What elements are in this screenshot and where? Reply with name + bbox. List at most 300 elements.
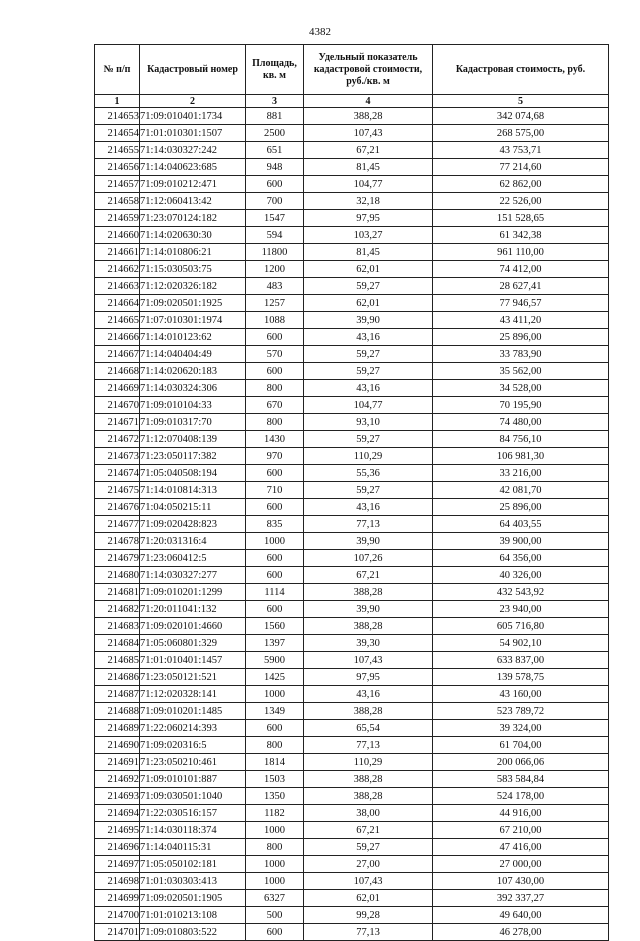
table-body xyxy=(95,108,609,941)
cadastral-number: 71:14:030327:242 xyxy=(140,142,246,159)
table-row xyxy=(95,125,609,142)
cadastral-number: 71:09:010101:887 xyxy=(140,771,246,788)
table-row xyxy=(95,193,609,210)
cadastral-cost: 43 160,00 xyxy=(433,686,609,703)
row-index: 214692 xyxy=(95,771,140,788)
table-row xyxy=(95,380,609,397)
unit-value: 67,21 xyxy=(304,567,433,584)
area-value: 11800 xyxy=(246,244,304,261)
unit-value: 39,90 xyxy=(304,533,433,550)
area-value: 1503 xyxy=(246,771,304,788)
area-value: 1425 xyxy=(246,669,304,686)
table-row xyxy=(95,788,609,805)
unit-value: 107,26 xyxy=(304,550,433,567)
unit-value: 39,90 xyxy=(304,601,433,618)
unit-value: 39,30 xyxy=(304,635,433,652)
cadastral-cost: 27 000,00 xyxy=(433,856,609,873)
table-row xyxy=(95,652,609,669)
cadastral-cost: 77 946,57 xyxy=(433,295,609,312)
row-index: 214685 xyxy=(95,652,140,669)
cadastral-number: 71:14:010123:62 xyxy=(140,329,246,346)
cadastral-number: 71:20:011041:132 xyxy=(140,601,246,618)
area-value: 800 xyxy=(246,380,304,397)
row-index: 214666 xyxy=(95,329,140,346)
cadastral-cost: 583 584,84 xyxy=(433,771,609,788)
area-value: 1114 xyxy=(246,584,304,601)
area-value: 800 xyxy=(246,839,304,856)
unit-value: 39,90 xyxy=(304,312,433,329)
cadastral-number: 71:14:010806:21 xyxy=(140,244,246,261)
cadastral-cost: 432 543,92 xyxy=(433,584,609,601)
unit-value: 103,27 xyxy=(304,227,433,244)
row-index: 214677 xyxy=(95,516,140,533)
area-value: 710 xyxy=(246,482,304,499)
table-row xyxy=(95,516,609,533)
row-index: 214697 xyxy=(95,856,140,873)
cadastral-cost: 70 195,90 xyxy=(433,397,609,414)
cadastral-cost: 28 627,41 xyxy=(433,278,609,295)
cadastral-number: 71:12:060413:42 xyxy=(140,193,246,210)
unit-value: 107,43 xyxy=(304,125,433,142)
table-row xyxy=(95,431,609,448)
cadastral-cost: 605 716,80 xyxy=(433,618,609,635)
table-row xyxy=(95,329,609,346)
cadastral-number: 71:22:060214:393 xyxy=(140,720,246,737)
row-index: 214656 xyxy=(95,159,140,176)
column-number: 3 xyxy=(246,95,304,108)
cadastral-number: 71:09:010201:1485 xyxy=(140,703,246,720)
header-index: № п/п xyxy=(95,45,140,95)
cadastral-number: 71:14:020630:30 xyxy=(140,227,246,244)
area-value: 1182 xyxy=(246,805,304,822)
row-index: 214654 xyxy=(95,125,140,142)
cadastral-number: 71:14:020620:183 xyxy=(140,363,246,380)
row-index: 214694 xyxy=(95,805,140,822)
unit-value: 62,01 xyxy=(304,890,433,907)
cadastral-number: 71:23:050121:521 xyxy=(140,669,246,686)
header-cadastral-number: Кадастровый номер xyxy=(140,45,246,95)
cadastral-number: 71:23:050210:461 xyxy=(140,754,246,771)
table-row xyxy=(95,312,609,329)
unit-value: 77,13 xyxy=(304,924,433,941)
unit-value: 388,28 xyxy=(304,108,433,125)
table-row xyxy=(95,805,609,822)
table-row xyxy=(95,295,609,312)
row-index: 214699 xyxy=(95,890,140,907)
row-index: 214665 xyxy=(95,312,140,329)
area-value: 1000 xyxy=(246,873,304,890)
page-number: 4382 xyxy=(309,26,331,38)
table-row xyxy=(95,839,609,856)
row-index: 214681 xyxy=(95,584,140,601)
unit-value: 59,27 xyxy=(304,278,433,295)
cadastral-number: 71:14:030327:277 xyxy=(140,567,246,584)
area-value: 1397 xyxy=(246,635,304,652)
area-value: 500 xyxy=(246,907,304,924)
row-index: 214676 xyxy=(95,499,140,516)
cadastral-number: 71:12:070408:139 xyxy=(140,431,246,448)
row-index: 214683 xyxy=(95,618,140,635)
area-value: 670 xyxy=(246,397,304,414)
area-value: 483 xyxy=(246,278,304,295)
table-row xyxy=(95,635,609,652)
area-value: 570 xyxy=(246,346,304,363)
unit-value: 59,27 xyxy=(304,839,433,856)
cadastral-number: 71:09:010104:33 xyxy=(140,397,246,414)
unit-value: 77,13 xyxy=(304,516,433,533)
area-value: 600 xyxy=(246,465,304,482)
unit-value: 104,77 xyxy=(304,397,433,414)
row-index: 214686 xyxy=(95,669,140,686)
cadastral-number: 71:23:050117:382 xyxy=(140,448,246,465)
area-value: 1547 xyxy=(246,210,304,227)
cadastral-number: 71:12:020328:141 xyxy=(140,686,246,703)
unit-value: 388,28 xyxy=(304,788,433,805)
table-row xyxy=(95,822,609,839)
row-index: 214691 xyxy=(95,754,140,771)
area-value: 1560 xyxy=(246,618,304,635)
table-row xyxy=(95,465,609,482)
unit-value: 27,00 xyxy=(304,856,433,873)
cadastral-number: 71:09:010201:1299 xyxy=(140,584,246,601)
area-value: 881 xyxy=(246,108,304,125)
unit-value: 99,28 xyxy=(304,907,433,924)
cadastral-number: 71:01:010213:108 xyxy=(140,907,246,924)
unit-value: 55,36 xyxy=(304,465,433,482)
cadastral-cost: 633 837,00 xyxy=(433,652,609,669)
cadastral-number: 71:05:050102:181 xyxy=(140,856,246,873)
row-index: 214658 xyxy=(95,193,140,210)
table-row xyxy=(95,363,609,380)
table-row xyxy=(95,499,609,516)
unit-value: 62,01 xyxy=(304,261,433,278)
cadastral-number: 71:09:020101:4660 xyxy=(140,618,246,635)
cadastral-cost: 43 753,71 xyxy=(433,142,609,159)
header-unit-value: Удельный показатель кадастровой стоимости, руб./кв. м xyxy=(304,45,433,95)
cadastral-number: 71:09:010401:1734 xyxy=(140,108,246,125)
cadastral-number: 71:09:020428:823 xyxy=(140,516,246,533)
area-value: 600 xyxy=(246,329,304,346)
table-row xyxy=(95,414,609,431)
unit-value: 97,95 xyxy=(304,669,433,686)
cadastral-cost: 44 916,00 xyxy=(433,805,609,822)
cadastral-cost: 25 896,00 xyxy=(433,329,609,346)
row-index: 214684 xyxy=(95,635,140,652)
cadastral-cost: 33 216,00 xyxy=(433,465,609,482)
row-index: 214662 xyxy=(95,261,140,278)
table-row xyxy=(95,924,609,941)
row-index: 214670 xyxy=(95,397,140,414)
cadastral-cost: 64 356,00 xyxy=(433,550,609,567)
cadastral-number: 71:09:010212:471 xyxy=(140,176,246,193)
cadastral-cost: 392 337,27 xyxy=(433,890,609,907)
table-row xyxy=(95,210,609,227)
area-value: 1350 xyxy=(246,788,304,805)
column-number-row xyxy=(95,95,609,108)
cadastral-cost: 268 575,00 xyxy=(433,125,609,142)
cadastral-cost: 523 789,72 xyxy=(433,703,609,720)
area-value: 600 xyxy=(246,363,304,380)
unit-value: 388,28 xyxy=(304,584,433,601)
row-index: 214667 xyxy=(95,346,140,363)
row-index: 214689 xyxy=(95,720,140,737)
table-row xyxy=(95,108,609,125)
area-value: 6327 xyxy=(246,890,304,907)
cadastral-number: 71:14:030118:374 xyxy=(140,822,246,839)
row-index: 214687 xyxy=(95,686,140,703)
area-value: 651 xyxy=(246,142,304,159)
unit-value: 81,45 xyxy=(304,159,433,176)
row-index: 214661 xyxy=(95,244,140,261)
cadastral-cost: 524 178,00 xyxy=(433,788,609,805)
column-number: 5 xyxy=(433,95,609,108)
column-number: 2 xyxy=(140,95,246,108)
cadastral-cost: 106 981,30 xyxy=(433,448,609,465)
unit-value: 59,27 xyxy=(304,346,433,363)
cadastral-number: 71:14:030324:306 xyxy=(140,380,246,397)
unit-value: 59,27 xyxy=(304,363,433,380)
cadastral-number: 71:09:020501:1905 xyxy=(140,890,246,907)
cadastral-cost: 49 640,00 xyxy=(433,907,609,924)
unit-value: 107,43 xyxy=(304,652,433,669)
cadastral-number: 71:14:040115:31 xyxy=(140,839,246,856)
cadastral-number: 71:09:030501:1040 xyxy=(140,788,246,805)
table-row xyxy=(95,873,609,890)
area-value: 1000 xyxy=(246,856,304,873)
area-value: 700 xyxy=(246,193,304,210)
area-value: 5900 xyxy=(246,652,304,669)
table-row xyxy=(95,448,609,465)
area-value: 600 xyxy=(246,567,304,584)
row-index: 214698 xyxy=(95,873,140,890)
cadastral-number: 71:01:030303:413 xyxy=(140,873,246,890)
cadastral-cost: 107 430,00 xyxy=(433,873,609,890)
area-value: 600 xyxy=(246,550,304,567)
cadastral-cost: 47 416,00 xyxy=(433,839,609,856)
area-value: 800 xyxy=(246,414,304,431)
unit-value: 59,27 xyxy=(304,482,433,499)
table-row xyxy=(95,227,609,244)
unit-value: 43,16 xyxy=(304,686,433,703)
table-row xyxy=(95,601,609,618)
cadastral-number: 71:04:050215:11 xyxy=(140,499,246,516)
row-index: 214668 xyxy=(95,363,140,380)
cadastral-cost: 961 110,00 xyxy=(433,244,609,261)
row-index: 214672 xyxy=(95,431,140,448)
row-index: 214653 xyxy=(95,108,140,125)
table-row xyxy=(95,346,609,363)
area-value: 1000 xyxy=(246,533,304,550)
table-row xyxy=(95,907,609,924)
table-row xyxy=(95,669,609,686)
unit-value: 81,45 xyxy=(304,244,433,261)
table-row xyxy=(95,737,609,754)
row-index: 214671 xyxy=(95,414,140,431)
table-row xyxy=(95,686,609,703)
row-index: 214679 xyxy=(95,550,140,567)
row-index: 214678 xyxy=(95,533,140,550)
table-row xyxy=(95,261,609,278)
area-value: 600 xyxy=(246,924,304,941)
unit-value: 67,21 xyxy=(304,822,433,839)
unit-value: 38,00 xyxy=(304,805,433,822)
cadastral-cost: 139 578,75 xyxy=(433,669,609,686)
unit-value: 104,77 xyxy=(304,176,433,193)
cadastral-cost: 62 862,00 xyxy=(433,176,609,193)
table-row xyxy=(95,176,609,193)
cadastral-cost: 74 480,00 xyxy=(433,414,609,431)
row-index: 214674 xyxy=(95,465,140,482)
row-index: 214673 xyxy=(95,448,140,465)
unit-value: 67,21 xyxy=(304,142,433,159)
cadastral-cost: 61 342,38 xyxy=(433,227,609,244)
unit-value: 388,28 xyxy=(304,618,433,635)
row-index: 214669 xyxy=(95,380,140,397)
area-value: 800 xyxy=(246,737,304,754)
unit-value: 32,18 xyxy=(304,193,433,210)
header-area: Площадь, кв. м xyxy=(246,45,304,95)
row-index: 214675 xyxy=(95,482,140,499)
row-index: 214664 xyxy=(95,295,140,312)
cadastral-table xyxy=(94,44,609,941)
cadastral-number: 71:01:010401:1457 xyxy=(140,652,246,669)
area-value: 1430 xyxy=(246,431,304,448)
table-row xyxy=(95,142,609,159)
unit-value: 43,16 xyxy=(304,499,433,516)
row-index: 214690 xyxy=(95,737,140,754)
column-number: 4 xyxy=(304,95,433,108)
table-row xyxy=(95,771,609,788)
table-row xyxy=(95,720,609,737)
row-index: 214700 xyxy=(95,907,140,924)
cadastral-cost: 46 278,00 xyxy=(433,924,609,941)
row-index: 214701 xyxy=(95,924,140,941)
table-row xyxy=(95,482,609,499)
cadastral-number: 71:23:060412:5 xyxy=(140,550,246,567)
unit-value: 97,95 xyxy=(304,210,433,227)
table-row xyxy=(95,533,609,550)
cadastral-cost: 77 214,60 xyxy=(433,159,609,176)
table-header-row xyxy=(95,45,609,95)
area-value: 948 xyxy=(246,159,304,176)
table-row xyxy=(95,856,609,873)
cadastral-number: 71:15:030503:75 xyxy=(140,261,246,278)
cadastral-cost: 43 411,20 xyxy=(433,312,609,329)
column-number: 1 xyxy=(95,95,140,108)
cadastral-cost: 61 704,00 xyxy=(433,737,609,754)
table-row xyxy=(95,567,609,584)
cadastral-number: 71:14:010814:313 xyxy=(140,482,246,499)
area-value: 1000 xyxy=(246,822,304,839)
area-value: 1349 xyxy=(246,703,304,720)
unit-value: 77,13 xyxy=(304,737,433,754)
area-value: 835 xyxy=(246,516,304,533)
cadastral-cost: 74 412,00 xyxy=(433,261,609,278)
unit-value: 59,27 xyxy=(304,431,433,448)
cadastral-number: 71:09:020316:5 xyxy=(140,737,246,754)
area-value: 1000 xyxy=(246,686,304,703)
unit-value: 43,16 xyxy=(304,380,433,397)
cadastral-number: 71:09:020501:1925 xyxy=(140,295,246,312)
cadastral-number: 71:05:060801:329 xyxy=(140,635,246,652)
table-row xyxy=(95,244,609,261)
cadastral-number: 71:09:010317:70 xyxy=(140,414,246,431)
cadastral-cost: 25 896,00 xyxy=(433,499,609,516)
unit-value: 388,28 xyxy=(304,703,433,720)
unit-value: 93,10 xyxy=(304,414,433,431)
cadastral-cost: 42 081,70 xyxy=(433,482,609,499)
cadastral-number: 71:14:040404:49 xyxy=(140,346,246,363)
cadastral-cost: 35 562,00 xyxy=(433,363,609,380)
row-index: 214696 xyxy=(95,839,140,856)
cadastral-cost: 23 940,00 xyxy=(433,601,609,618)
unit-value: 110,29 xyxy=(304,448,433,465)
row-index: 214657 xyxy=(95,176,140,193)
table-row xyxy=(95,278,609,295)
header-cadastral-cost: Кадастровая стоимость, руб. xyxy=(433,45,609,95)
cadastral-cost: 54 902,10 xyxy=(433,635,609,652)
row-index: 214659 xyxy=(95,210,140,227)
area-value: 600 xyxy=(246,176,304,193)
row-index: 214693 xyxy=(95,788,140,805)
cadastral-number: 71:12:020326:182 xyxy=(140,278,246,295)
cadastral-cost: 33 783,90 xyxy=(433,346,609,363)
area-value: 1257 xyxy=(246,295,304,312)
cadastral-cost: 39 900,00 xyxy=(433,533,609,550)
cadastral-number: 71:22:030516:157 xyxy=(140,805,246,822)
cadastral-cost: 200 066,06 xyxy=(433,754,609,771)
cadastral-cost: 67 210,00 xyxy=(433,822,609,839)
row-index: 214660 xyxy=(95,227,140,244)
cadastral-cost: 40 326,00 xyxy=(433,567,609,584)
unit-value: 110,29 xyxy=(304,754,433,771)
row-index: 214663 xyxy=(95,278,140,295)
row-index: 214655 xyxy=(95,142,140,159)
table-row xyxy=(95,584,609,601)
unit-value: 107,43 xyxy=(304,873,433,890)
unit-value: 62,01 xyxy=(304,295,433,312)
area-value: 1814 xyxy=(246,754,304,771)
area-value: 600 xyxy=(246,499,304,516)
table-row xyxy=(95,550,609,567)
area-value: 1200 xyxy=(246,261,304,278)
table-row xyxy=(95,159,609,176)
table-row xyxy=(95,754,609,771)
cadastral-cost: 22 526,00 xyxy=(433,193,609,210)
cadastral-cost: 64 403,55 xyxy=(433,516,609,533)
cadastral-cost: 39 324,00 xyxy=(433,720,609,737)
area-value: 970 xyxy=(246,448,304,465)
row-index: 214680 xyxy=(95,567,140,584)
table-row xyxy=(95,397,609,414)
cadastral-number: 71:07:010301:1974 xyxy=(140,312,246,329)
area-value: 600 xyxy=(246,601,304,618)
unit-value: 43,16 xyxy=(304,329,433,346)
unit-value: 65,54 xyxy=(304,720,433,737)
cadastral-cost: 342 074,68 xyxy=(433,108,609,125)
cadastral-cost: 84 756,10 xyxy=(433,431,609,448)
cadastral-number: 71:14:040623:685 xyxy=(140,159,246,176)
table-row xyxy=(95,618,609,635)
row-index: 214695 xyxy=(95,822,140,839)
row-index: 214688 xyxy=(95,703,140,720)
area-value: 594 xyxy=(246,227,304,244)
cadastral-number: 71:20:031316:4 xyxy=(140,533,246,550)
cadastral-cost: 34 528,00 xyxy=(433,380,609,397)
table-row xyxy=(95,703,609,720)
row-index: 214682 xyxy=(95,601,140,618)
cadastral-number: 71:01:010301:1507 xyxy=(140,125,246,142)
